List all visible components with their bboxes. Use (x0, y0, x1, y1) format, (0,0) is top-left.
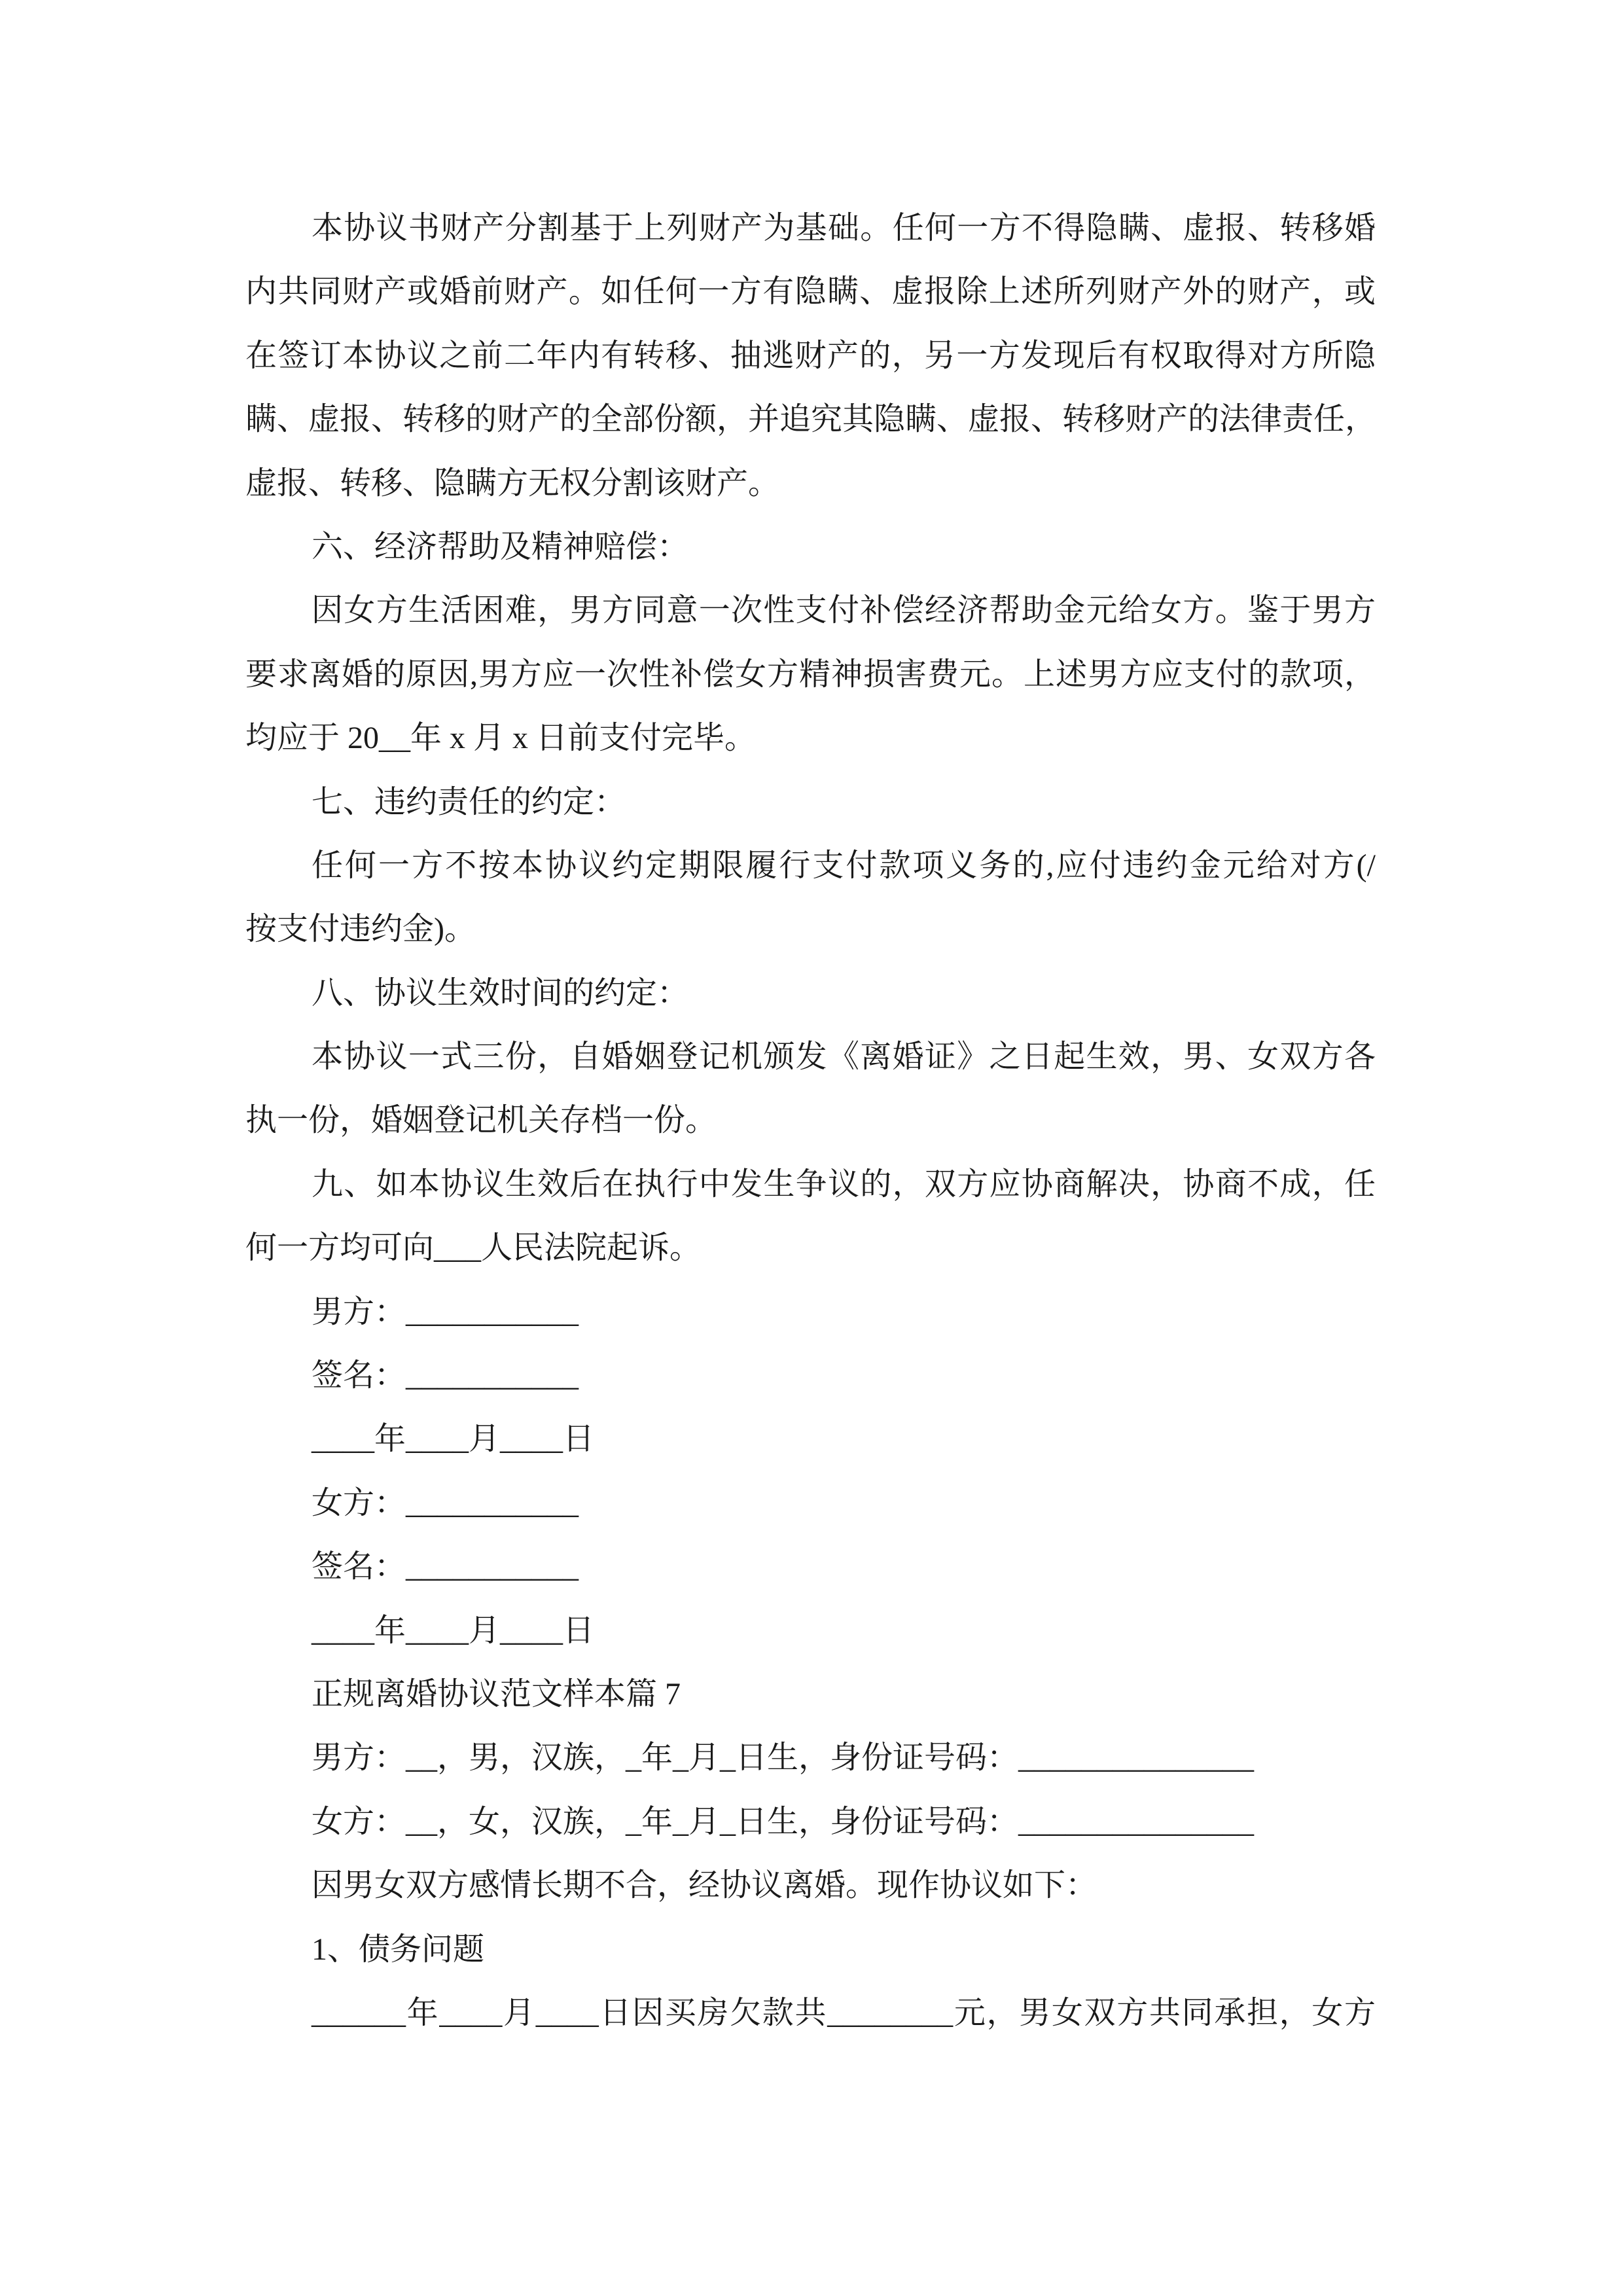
text-line: ____年____月____日 (312, 1422, 595, 1457)
paragraph (245, 834, 1376, 961)
text-line: 按支付违约金)。 (245, 912, 476, 947)
paragraph (245, 1790, 1376, 1854)
text-line: 八、协议生效时间的约定： (312, 975, 689, 1011)
text-line: 男方：__，男，汉族，_年_月_日生，身份证号码：_______________ (312, 1740, 1255, 1776)
text-line: 要求离婚的原因,男方应一次性补偿女方精神损害费元。上述男方应支付的款项， (245, 656, 1376, 692)
text-line: 女方：___________ (312, 1485, 579, 1520)
text-line: 虚报、转移、隐瞒方无权分割该财产。 (245, 465, 780, 501)
text-line: 何一方均可向___人民法院起诉。 (245, 1230, 702, 1266)
text-line: 因男女双方感情长期不合，经协议离婚。现作协议如下： (312, 1868, 1097, 1903)
paragraph (245, 196, 1376, 515)
paragraph (245, 1471, 1376, 1535)
text-line: 男方：___________ (312, 1294, 579, 1329)
text-line: 本协议一式三份，自婚姻登记机颁发《离婚证》之日起生效，男、女双方各 (312, 1039, 1376, 1075)
text-line: 内共同财产或婚前财产。如任何一方有隐瞒、虚报除上述所列财产外的财产，或 (245, 274, 1376, 310)
paragraph (245, 1662, 1376, 1726)
text-line: 在签订本协议之前二年内有转移、抽逃财产的，另一方发现后有权取得对方所隐 (245, 338, 1376, 373)
text-line: 执一份，婚姻登记机关存档一份。 (245, 1103, 717, 1138)
text-line: ____年____月____日 (312, 1613, 595, 1648)
paragraph (245, 1535, 1376, 1598)
text-line: 签名：___________ (312, 1358, 579, 1393)
text-line: 正规离婚协议范文样本篇 7 (312, 1676, 681, 1712)
paragraph (245, 961, 1376, 1025)
paragraph (245, 1025, 1376, 1153)
paragraph (245, 579, 1376, 770)
text-line: ______年____月____日因买房欠款共________元，男女双方共同承担，女方 (312, 1995, 1376, 2030)
paragraph (245, 1407, 1376, 1471)
text-line: 六、经济帮助及精神赔偿： (312, 529, 689, 564)
paragraph (245, 515, 1376, 579)
document-page (245, 196, 1376, 2045)
paragraph (245, 1153, 1376, 1280)
paragraph (245, 1854, 1376, 1917)
text-line: 因女方生活困难，男方同意一次性支付补偿经济帮助金元给女方。鉴于男方 (312, 593, 1376, 628)
text-line: 1、债务问题 (312, 1931, 485, 1967)
paragraph (245, 1981, 1376, 2045)
paragraph (245, 1918, 1376, 1981)
text-line: 本协议书财产分割基于上列财产为基础。任何一方不得隐瞒、虚报、转移婚 (312, 211, 1376, 245)
paragraph (245, 1280, 1376, 1344)
paragraph (245, 1599, 1376, 1662)
text-line: 七、违约责任的约定： (312, 784, 626, 819)
text-line: 九、如本协议生效后在执行中发生争议的，双方应协商解决，协商不成，任 (312, 1166, 1376, 1202)
text-line: 均应于 20__年 x 月 x 日前支付完毕。 (245, 721, 757, 756)
paragraph (245, 1344, 1376, 1407)
text-line: 任何一方不按本协议约定期限履行支付款项义务的,应付违约金元给对方(/ (312, 848, 1376, 883)
paragraph (245, 770, 1376, 834)
text-line: 女方：__，女，汉族，_年_月_日生，身份证号码：_______________ (312, 1804, 1255, 1839)
text-line: 签名：___________ (312, 1549, 579, 1585)
paragraph (245, 1726, 1376, 1789)
text-line: 瞒、虚报、转移的财产的全部份额，并追究其隐瞒、虚报、转移财产的法律责任， (245, 402, 1377, 437)
